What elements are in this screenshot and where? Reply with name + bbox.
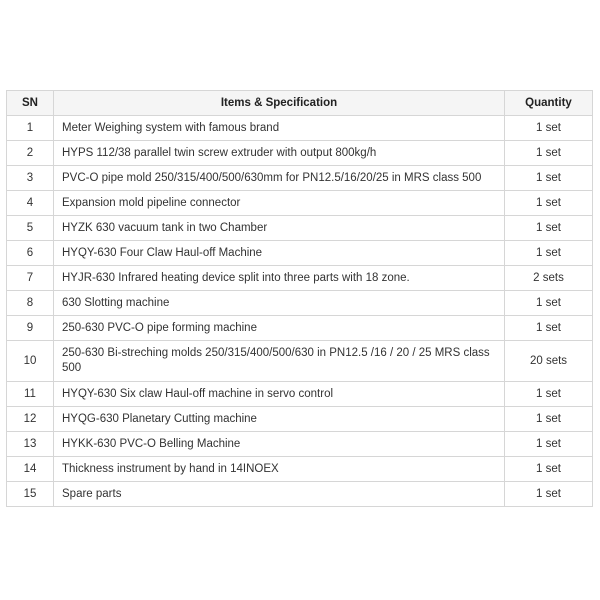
table-row	[7, 191, 593, 216]
row-item: HYZK 630 vacuum tank in two Chamber	[54, 216, 505, 241]
row-sn: 11	[7, 382, 54, 407]
row-quantity: 2 sets	[505, 266, 593, 291]
specification-table	[6, 90, 593, 507]
table-row	[7, 241, 593, 266]
row-sn: 1	[7, 116, 54, 141]
row-sn: 2	[7, 141, 54, 166]
row-item: HYQY-630 Four Claw Haul-off Machine	[54, 241, 505, 266]
row-sn: 7	[7, 266, 54, 291]
table-row	[7, 116, 593, 141]
row-quantity: 1 set	[505, 241, 593, 266]
row-sn: 14	[7, 457, 54, 482]
row-item: Meter Weighing system with famous brand	[54, 116, 505, 141]
row-sn: 4	[7, 191, 54, 216]
row-quantity: 1 set	[505, 141, 593, 166]
row-item: HYKK-630 PVC-O Belling Machine	[54, 432, 505, 457]
header-items-specification: Items & Specification	[54, 91, 505, 116]
row-quantity: 1 set	[505, 382, 593, 407]
row-quantity: 1 set	[505, 291, 593, 316]
table-row	[7, 407, 593, 432]
row-sn: 9	[7, 316, 54, 341]
row-quantity: 1 set	[505, 407, 593, 432]
table-header-row	[7, 91, 593, 116]
row-quantity: 1 set	[505, 316, 593, 341]
row-sn: 6	[7, 241, 54, 266]
row-item: Expansion mold pipeline connector	[54, 191, 505, 216]
row-sn: 12	[7, 407, 54, 432]
table-row	[7, 316, 593, 341]
table-row	[7, 457, 593, 482]
table-row	[7, 166, 593, 191]
row-item: HYJR-630 Infrared heating device split into three parts with 18 zone.	[54, 266, 505, 291]
row-quantity: 1 set	[505, 432, 593, 457]
table-row	[7, 341, 593, 382]
row-sn: 3	[7, 166, 54, 191]
row-item: Thickness instrument by hand in 14INOEX	[54, 457, 505, 482]
row-item: HYQY-630 Six claw Haul-off machine in servo control	[54, 382, 505, 407]
row-sn: 13	[7, 432, 54, 457]
row-quantity: 1 set	[505, 216, 593, 241]
row-item: 250-630 Bi-streching molds 250/315/400/500/630 in PN12.5 /16 / 20 / 25 MRS class 500	[54, 341, 505, 382]
row-item: PVC-O pipe mold 250/315/400/500/630mm for PN12.5/16/20/25 in MRS class 500	[54, 166, 505, 191]
row-item: HYQG-630 Planetary Cutting machine	[54, 407, 505, 432]
row-sn: 15	[7, 482, 54, 507]
row-quantity: 1 set	[505, 116, 593, 141]
row-sn: 10	[7, 341, 54, 382]
row-item: HYPS 112/38 parallel twin screw extruder with output 800kg/h	[54, 141, 505, 166]
table-row	[7, 432, 593, 457]
table-row	[7, 266, 593, 291]
row-sn: 5	[7, 216, 54, 241]
row-quantity: 20 sets	[505, 341, 593, 382]
row-item: 630 Slotting machine	[54, 291, 505, 316]
row-quantity: 1 set	[505, 457, 593, 482]
header-sn: SN	[7, 91, 54, 116]
table-row	[7, 141, 593, 166]
row-sn: 8	[7, 291, 54, 316]
table-row	[7, 382, 593, 407]
table-row	[7, 291, 593, 316]
table-row	[7, 216, 593, 241]
row-quantity: 1 set	[505, 191, 593, 216]
row-item: 250-630 PVC-O pipe forming machine	[54, 316, 505, 341]
row-quantity: 1 set	[505, 482, 593, 507]
row-item: Spare parts	[54, 482, 505, 507]
table-row	[7, 482, 593, 507]
header-quantity: Quantity	[505, 91, 593, 116]
row-quantity: 1 set	[505, 166, 593, 191]
